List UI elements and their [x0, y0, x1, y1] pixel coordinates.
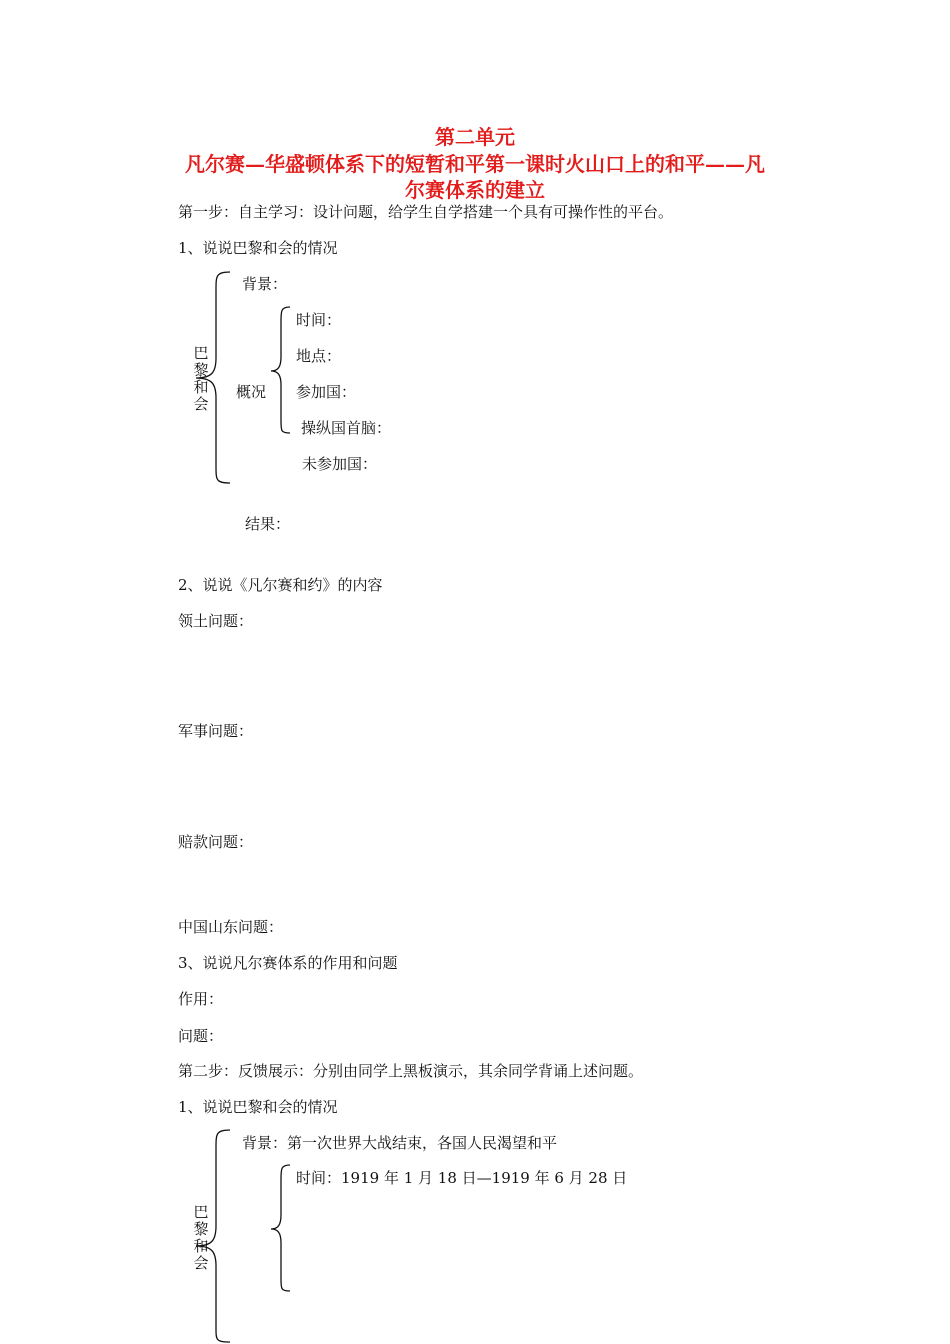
step2-intro: 第二步：反馈展示：分别由同学上黑板演示，其余同学背诵上述问题。 [178, 1062, 644, 1080]
participants-label: 参加国： [296, 383, 357, 401]
controllers-label: 操纵国首脑： [301, 419, 392, 437]
time-answer: 时间：1919 年 1 月 18 日—1919 年 6 月 28 日 [296, 1169, 628, 1187]
lesson-title-line1: 凡尔赛—华盛顿体系下的短暂和平第一课时火山口上的和平——凡 [185, 152, 765, 176]
non-participants-label: 未参加国： [302, 455, 378, 473]
paris-conference-vertical-label: 巴黎和会 [193, 344, 209, 413]
lesson-title-line2: 尔赛体系的建立 [405, 178, 545, 202]
shandong-label: 中国山东问题： [178, 918, 284, 936]
unit-title: 第二单元 [435, 125, 515, 149]
military-label: 军事问题： [178, 722, 254, 740]
overview-label: 概况 [236, 383, 267, 401]
time-label: 时间： [296, 311, 342, 329]
step1-question-1: 1、说说巴黎和会的情况 [178, 239, 338, 257]
background-label: 背景： [242, 275, 288, 293]
background-answer: 背景：第一次世界大战结束，各国人民渴望和平 [242, 1134, 558, 1152]
result-label: 结果： [245, 515, 291, 533]
place-label: 地点： [296, 347, 342, 365]
step1-question-3: 3、说说凡尔赛体系的作用和问题 [178, 954, 398, 972]
problem-label: 问题： [178, 1027, 224, 1045]
step2-question-1: 1、说说巴黎和会的情况 [178, 1098, 338, 1116]
role-label: 作用： [178, 990, 224, 1008]
step1-question-2: 2、说说《凡尔赛和约》的内容 [178, 576, 383, 594]
reparations-label: 赔款问题： [178, 833, 254, 851]
inner-brace-step2 [268, 1163, 292, 1293]
territory-label: 领土问题： [178, 612, 254, 630]
inner-brace [268, 305, 292, 435]
step1-intro: 第一步：自主学习：设计问题，给学生自学搭建一个具有可操作性的平台。 [178, 203, 674, 221]
paris-conference-vertical-label-step2: 巴黎和会 [193, 1203, 209, 1272]
